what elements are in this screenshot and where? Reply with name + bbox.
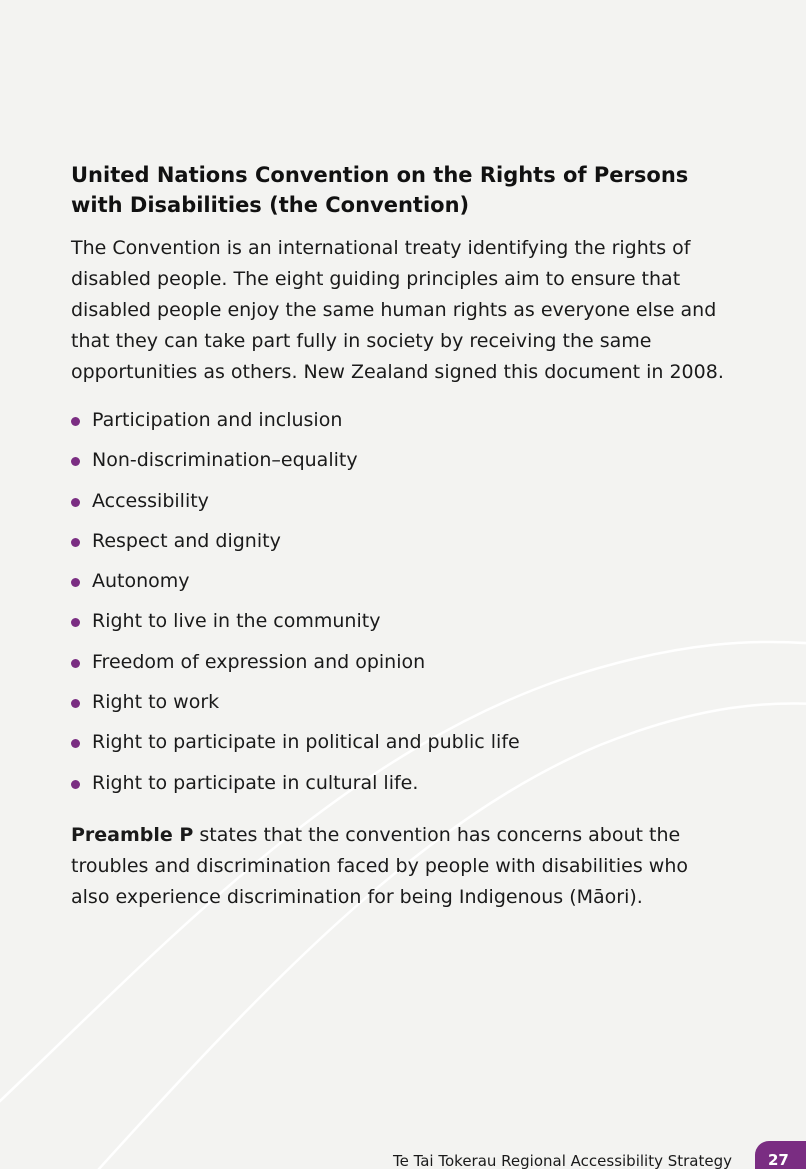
list-item-text: Non-discrimination–equality	[92, 449, 358, 472]
preamble-text: states that the convention has concerns about the troubles and discrimination faced by people with disabilities who also experience discrimination for being Indigenous (Māori).	[71, 823, 688, 908]
main-content	[71, 160, 731, 913]
bullet-dot-icon	[71, 578, 80, 587]
list-item-text: Right to participate in cultural life.	[92, 771, 419, 794]
list-item	[71, 521, 731, 561]
intro-paragraph: The Convention is an international treaty identifying the rights of disabled people. The eight guiding principles aim to ensure that disabled people enjoy the same human rights as everyone else and that they can take part fully in society by receiving the same opportunities as others. New Zealand signed this document in 2008.	[71, 237, 724, 383]
list-item	[71, 601, 731, 641]
list-item	[71, 481, 731, 521]
list-item	[71, 682, 731, 722]
preamble-label: Preamble P	[71, 823, 194, 846]
page-number: 27	[768, 1151, 789, 1169]
bullet-dot-icon	[71, 659, 80, 668]
list-item	[71, 642, 731, 682]
list-item	[71, 722, 731, 762]
list-item-text: Participation and inclusion	[92, 409, 343, 431]
list-item-text: Right to participate in political and public life	[92, 731, 520, 754]
list-item	[71, 440, 731, 480]
footer-document-title: Te Tai Tokerau Regional Accessibility Strategy	[392, 1152, 732, 1169]
bullet-dot-icon	[71, 417, 80, 426]
bullet-dot-icon	[71, 538, 80, 547]
list-item-text: Right to work	[92, 691, 220, 714]
list-item-text: Autonomy	[92, 570, 190, 593]
list-item-text: Respect and dignity	[92, 529, 281, 552]
bullet-dot-icon	[71, 699, 80, 708]
bullet-dot-icon	[71, 498, 80, 507]
list-item-text: Right to live in the community	[92, 610, 381, 633]
bullet-dot-icon	[71, 739, 80, 748]
list-item	[71, 763, 731, 803]
list-item-text: Accessibility	[92, 489, 209, 512]
preamble-paragraph	[71, 820, 731, 913]
list-item	[71, 561, 731, 601]
section-heading: United Nations Convention on the Rights of Persons with Disabilities (the Convention)	[71, 163, 689, 217]
list-item	[71, 400, 731, 440]
bullet-dot-icon	[71, 780, 80, 789]
list-item-text: Freedom of expression and opinion	[92, 650, 426, 673]
bullet-dot-icon	[71, 457, 80, 466]
principles-list	[71, 400, 731, 803]
bullet-dot-icon	[71, 618, 80, 627]
page-number-tab	[755, 1141, 806, 1169]
